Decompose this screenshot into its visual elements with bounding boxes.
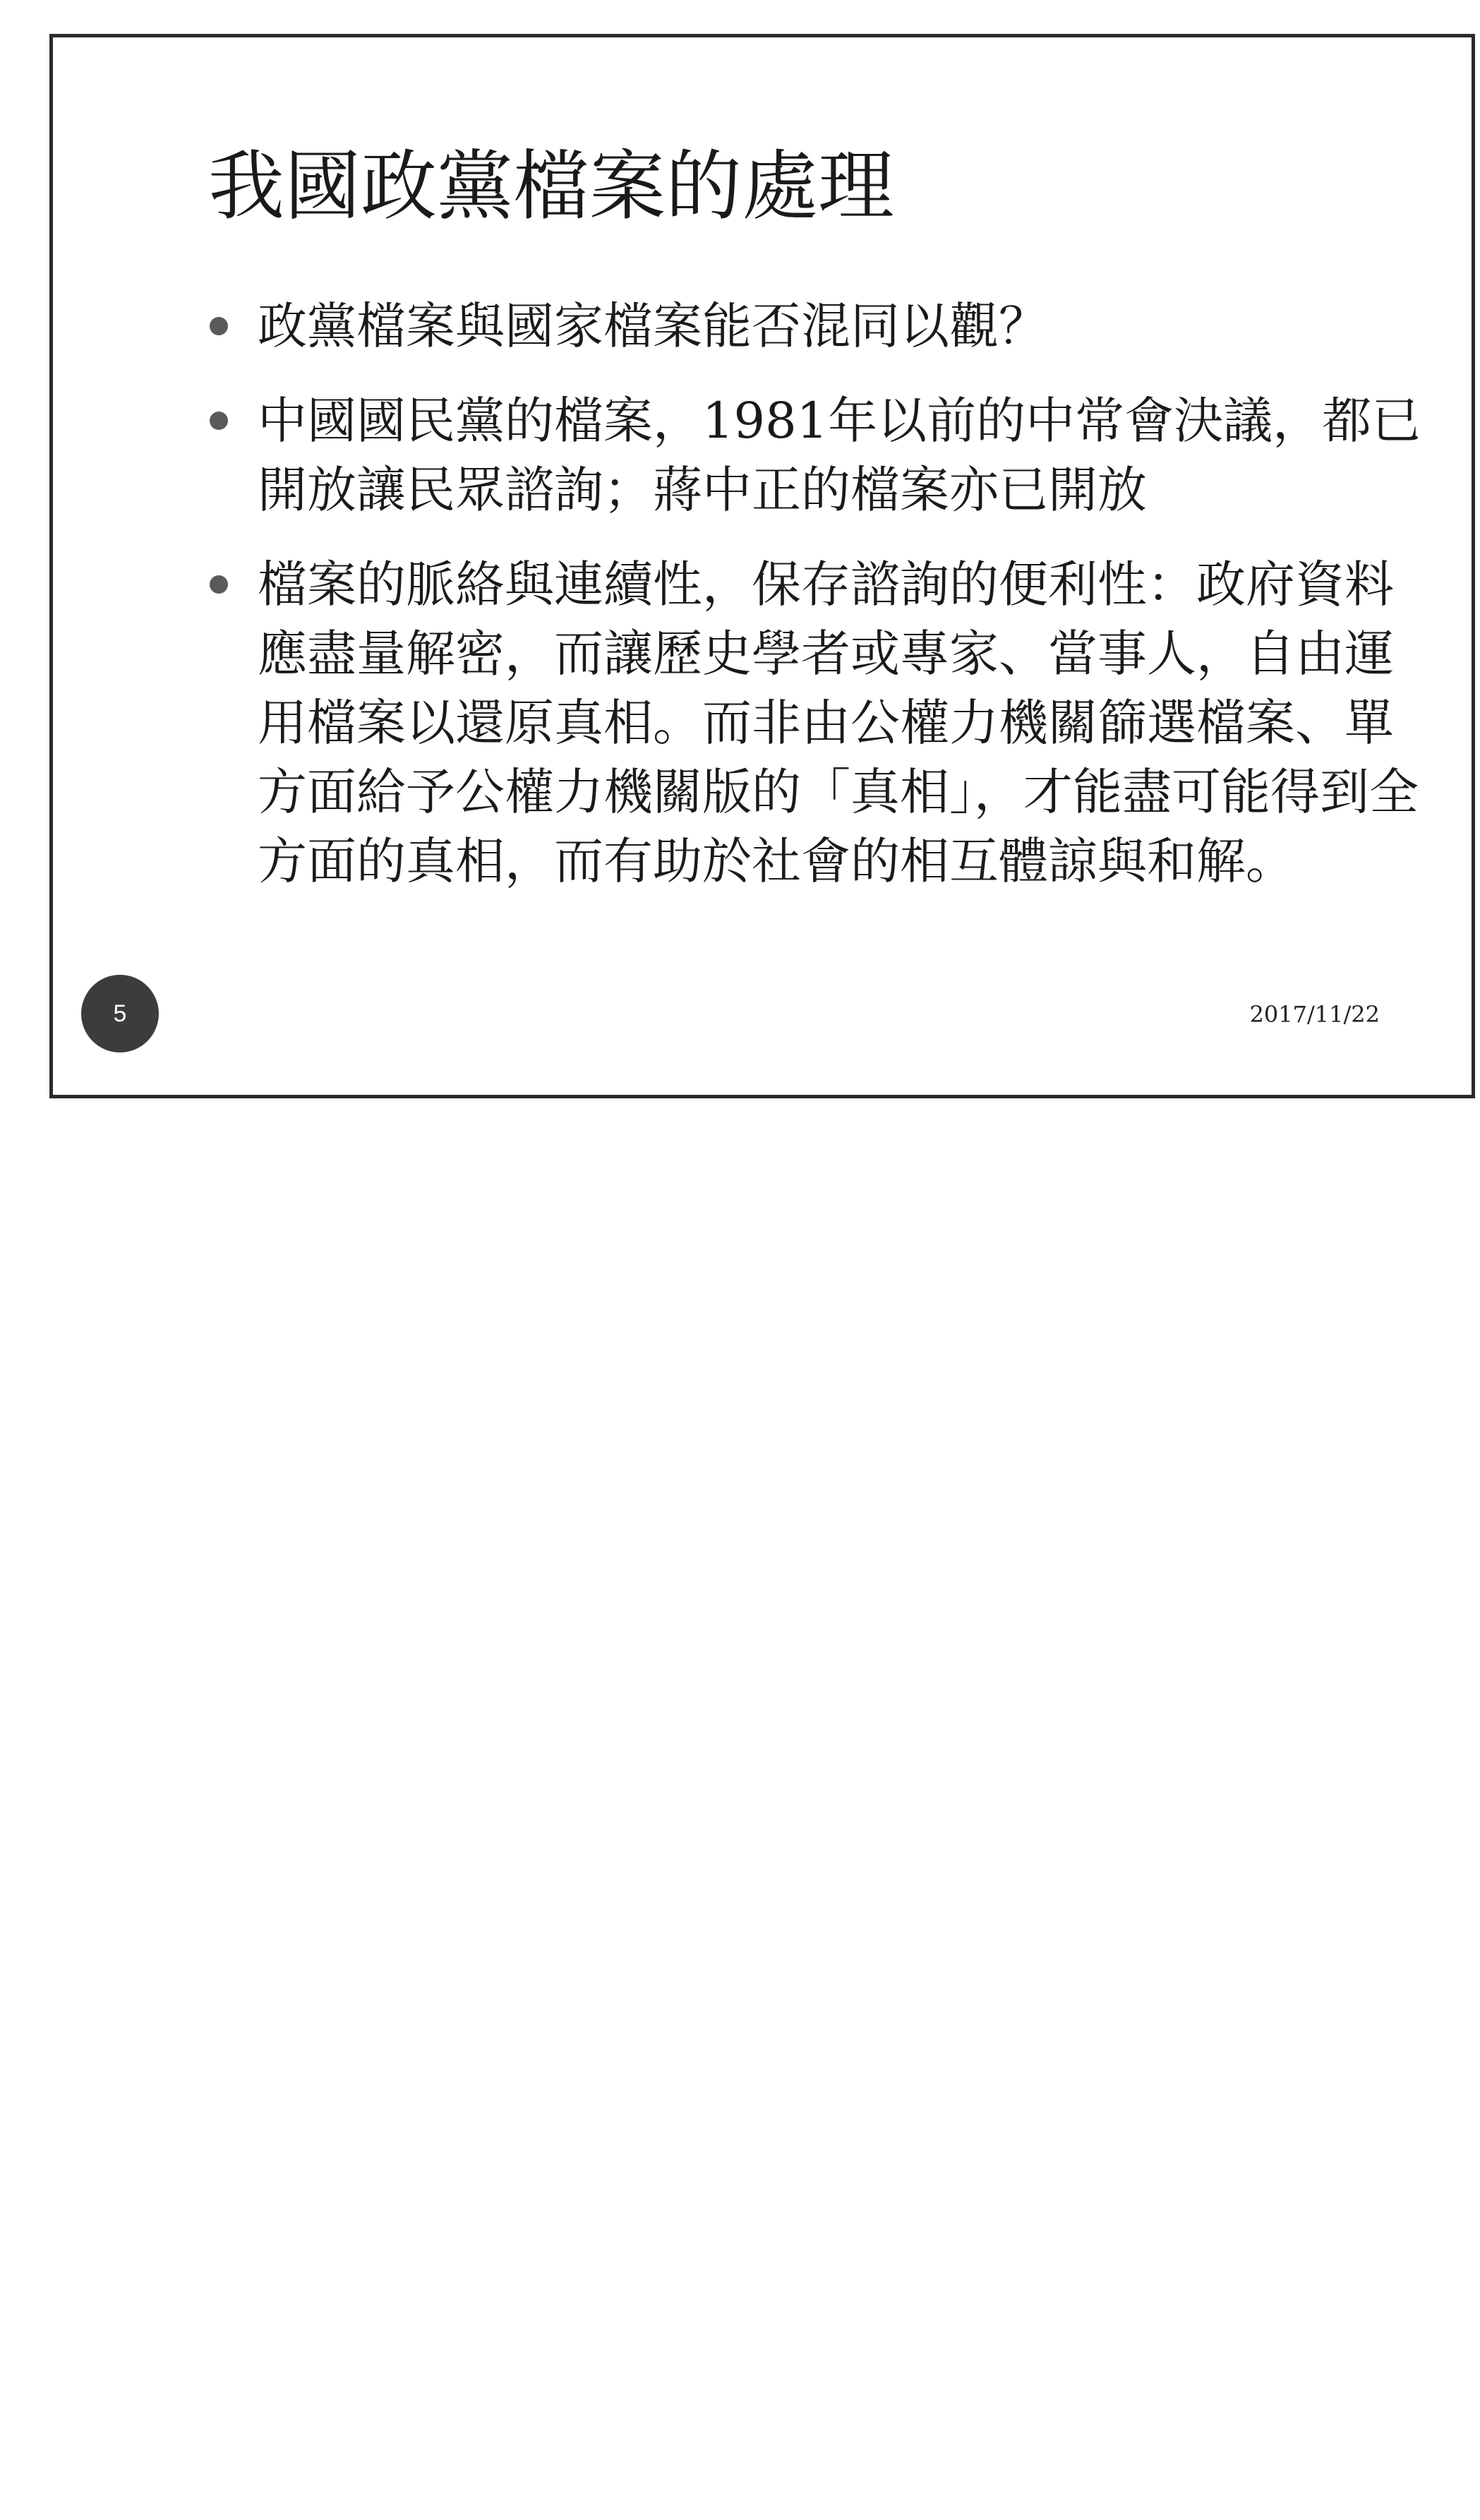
- bullet-list: [208, 292, 1436, 921]
- bullet-text: 檔案的脈絡與連續性，保存諮詢的便利性：政府資料應盡量解密，而讓歷史學者或專家、當事人，自由運用檔案以還原真相。而非由公權力機關篩選檔案、單方面給予公權力機關版的「真相」，才能盡可能得到全方面的真相，而有助於社會的相互體諒與和解。: [258, 556, 1419, 890]
- blank-page-area: [0, 1098, 1480, 2520]
- bullet-text: 中國國民黨的檔案，1981年以前的中常會決議，都已開放讓民眾諮詢；蔣中正的檔案亦已開放: [258, 392, 1421, 519]
- bullet-item: [208, 386, 1436, 524]
- bullet-dot-icon: [210, 575, 228, 594]
- slide-title: 我國政黨檔案的處理: [208, 143, 895, 231]
- bullet-item: [208, 292, 1436, 361]
- bullet-dot-icon: [210, 317, 228, 335]
- slide-date: 2017/11/22: [1249, 1001, 1380, 1028]
- bullet-text: 政黨檔案與國家檔案能否混同以觀？: [258, 297, 1048, 355]
- bullet-item: [208, 550, 1436, 896]
- slide-frame: [49, 34, 1475, 1098]
- bullet-dot-icon: [210, 412, 228, 430]
- page-number-badge: 5: [81, 975, 159, 1052]
